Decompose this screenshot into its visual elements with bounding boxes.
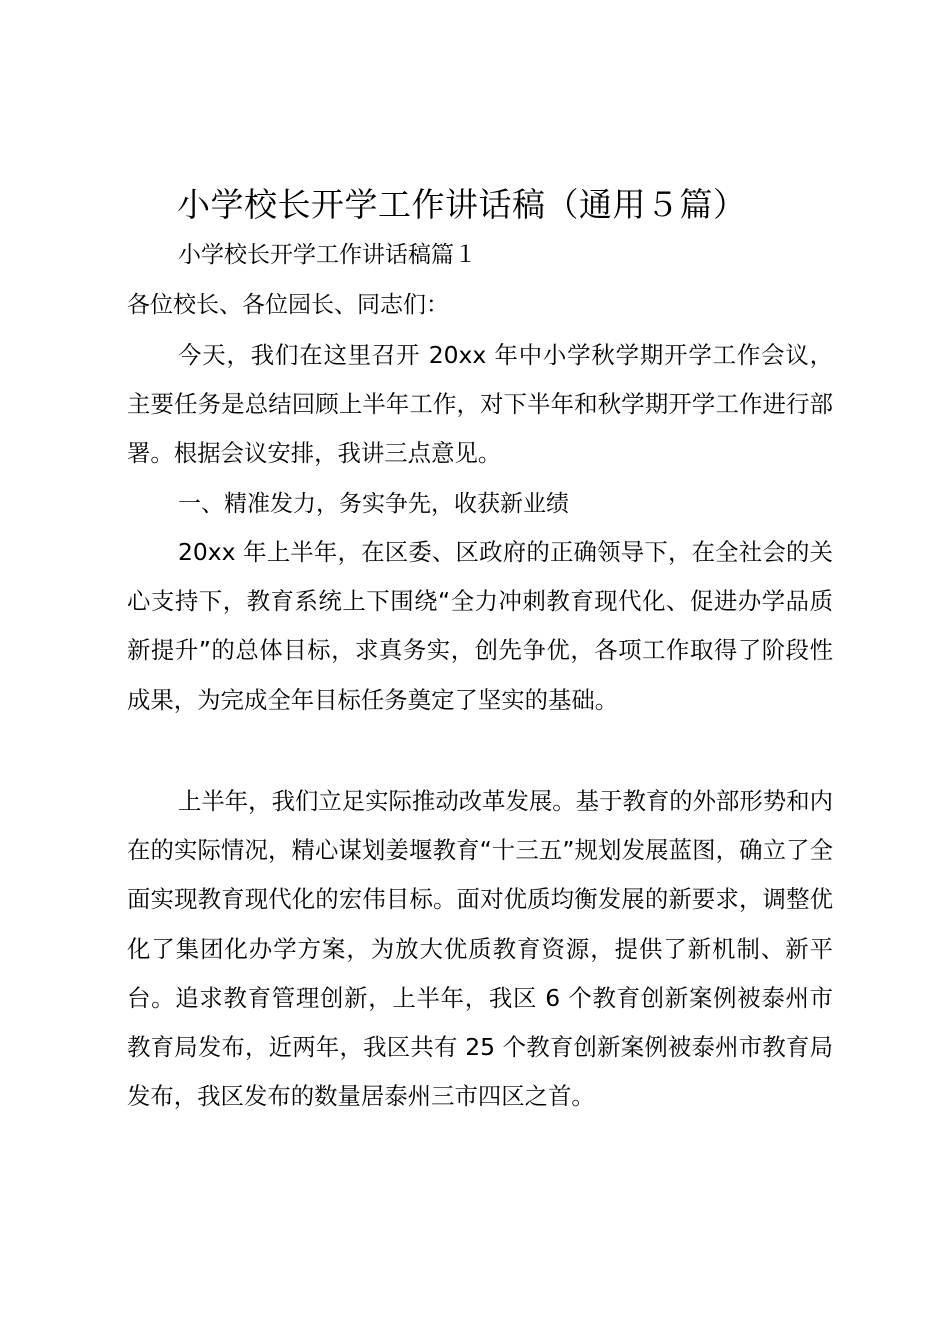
paragraph-1: 今天，我们在这里召开 20xx 年中小学秋学期开学工作会议，主要任务是总结回顾上半年工作，对下半年和秋学期开学工作进行部署。根据会议安排，我讲三点意见。 — [127, 341, 833, 468]
paragraph-2: 20xx 年上半年，在区委、区政府的正确领导下，在全社会的关心支持下，教育系统上下围绕“全力冲刺教育现代化、促进办学品质新提升”的总体目标，求真务实，创先争优，各项工作取得了阶段性成果，为完成全年目标任务奠定了坚实的基础。 — [127, 538, 833, 714]
salutation: 各位校长、各位园长、同志们： — [127, 292, 449, 318]
paragraph-3: 上半年，我们立足实际推动改革发展。基于教育的外部形势和内在的实际情况，精心谋划姜堰教育“十三五”规划发展蓝图，确立了全面实现教育现代化的宏伟目标。面对优质均衡发展的新要求，调整优化了集团化办学方案，为放大优质教育资源，提供了新机制、新平台。追求教育管理创新，上半年，我区 6 个教育创新案例被泰州市教育局发布，近两年，我区共有 25 个教育创新案例被泰州市教育局发布，我区发布的数量居泰州三市四区之首。 — [127, 787, 833, 1111]
document-subtitle: 小学校长开学工作讲话稿篇１ — [178, 242, 477, 268]
section-heading-1: 一、精准发力，务实争先，收获新业绩 — [178, 491, 569, 517]
document-title: 小学校长开学工作讲话稿（通用５篇） — [177, 185, 747, 224]
